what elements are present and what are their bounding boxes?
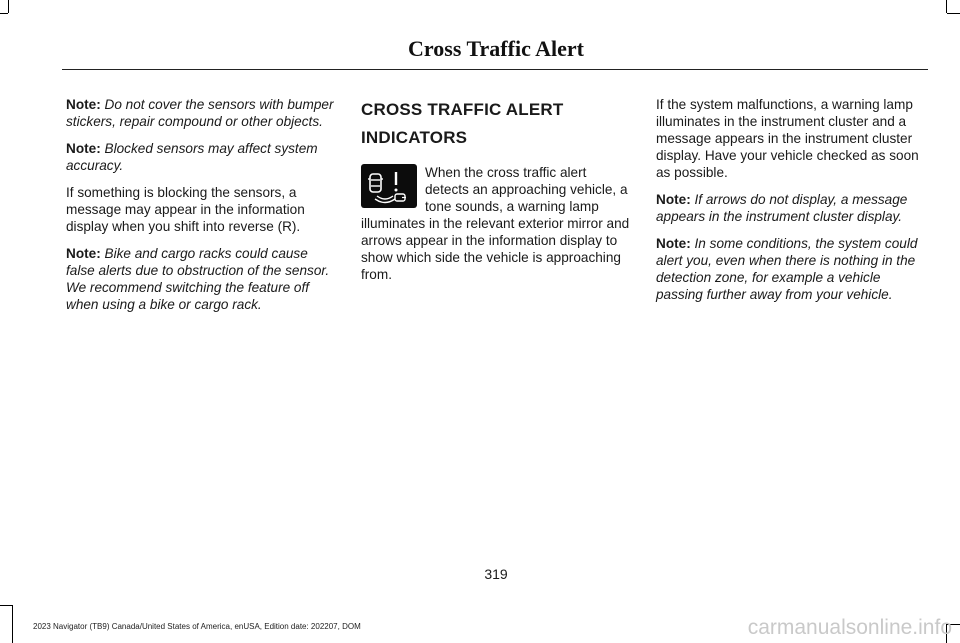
header-rule: [62, 69, 928, 70]
note-sensor-cover: [66, 96, 338, 130]
note-blocked-sensors: [66, 140, 338, 174]
section-heading-line2: INDICATORS: [361, 128, 468, 147]
paragraph-indicators: When the cross traffic alert detects an approaching vehicle, a tone sounds, a warning lamp illuminates in the relevant exterior mirror and arrows appear in the information display to show which side the vehicle is approaching from.: [361, 165, 630, 282]
column-middle: [361, 96, 633, 293]
paragraph-blocking: If something is blocking the sensors, a message may appear in the information display when you shift into reverse (R).: [66, 185, 305, 234]
note-label: Note:: [656, 236, 691, 251]
paragraph-malfunction: If the system malfunctions, a warning lamp illuminates in the instrument cluster and a message appears in the instrument cluster display. Have your vehicle checked as soon as possible.: [656, 97, 919, 180]
note-label: Note:: [66, 246, 101, 261]
note-bike-racks: [66, 245, 338, 313]
note-text: Blocked sensors may affect system accuracy.: [66, 141, 318, 173]
note-label: Note:: [656, 192, 691, 207]
note-label: Note:: [66, 97, 101, 112]
note-false-alert: [656, 235, 928, 303]
note-arrows: [656, 191, 928, 225]
note-text: Do not cover the sensors with bumper stickers, repair compound or other objects.: [66, 97, 334, 129]
crop-mark: [947, 13, 960, 14]
crop-mark: [0, 605, 12, 606]
note-text: In some conditions, the system could alert you, even when there is nothing in the detection zone, for example a vehicle passing further away from your vehicle.: [656, 236, 918, 302]
page-number: 319: [484, 566, 508, 582]
column-left: [66, 96, 338, 323]
crop-mark: [8, 0, 9, 13]
cross-traffic-alert-icon: [361, 164, 417, 208]
section-heading-line1: CROSS TRAFFIC ALERT: [361, 100, 564, 119]
watermark: carmanualsonline.info: [747, 616, 952, 639]
crop-mark: [946, 0, 947, 13]
note-label: Note:: [66, 141, 101, 156]
crop-mark: [12, 605, 13, 643]
crop-mark: [0, 13, 8, 14]
column-right: [656, 96, 928, 313]
chapter-title: Cross Traffic Alert: [408, 36, 584, 61]
note-text: If arrows do not display, a message appears in the instrument cluster display.: [656, 192, 908, 224]
note-text: Bike and cargo racks could cause false alerts due to obstruction of the sensor. We recommend switching the feature off when using a bike or cargo rack.: [66, 246, 330, 312]
footer-edition: 2023 Navigator (TB9) Canada/United States of America, enUSA, Edition date: 202207, DOM: [33, 622, 361, 631]
